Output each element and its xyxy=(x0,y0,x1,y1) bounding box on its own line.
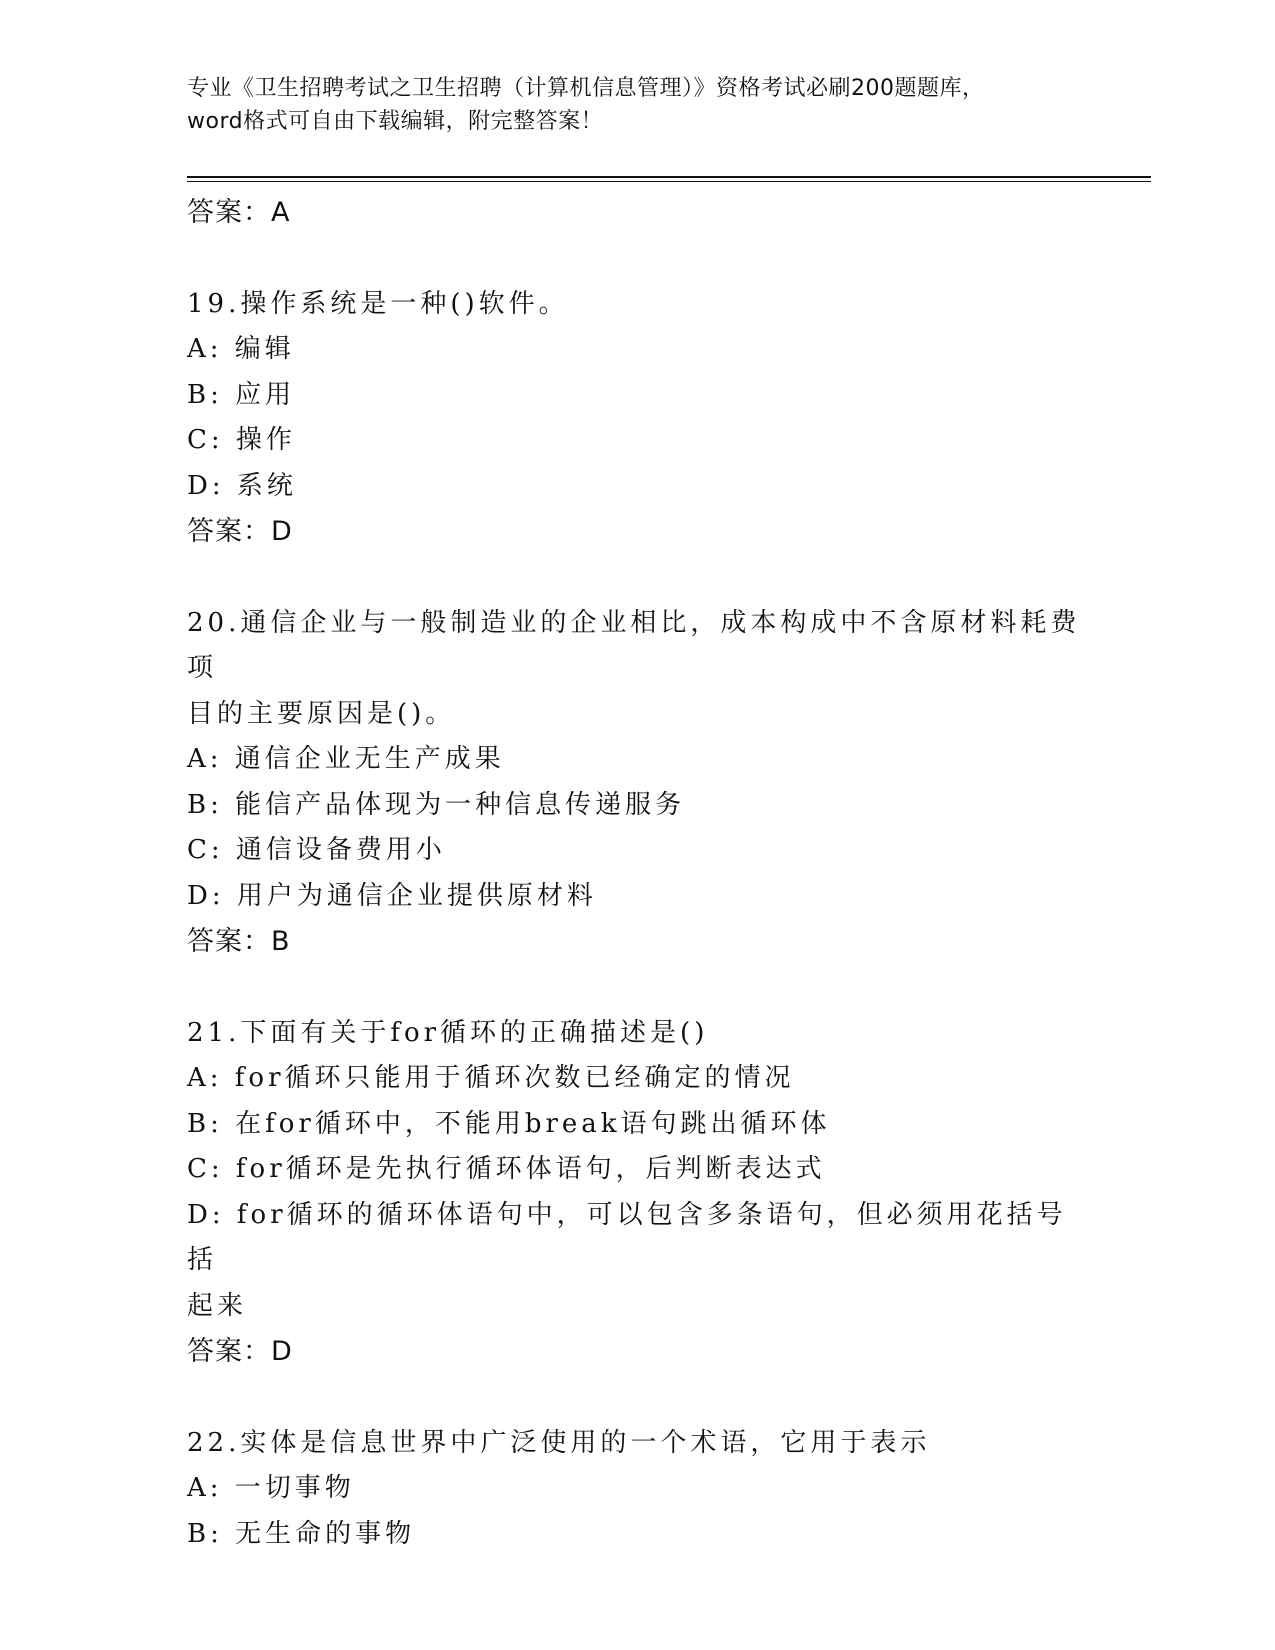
question-stem: 22.实体是信息世界中广泛使用的一个术语，它用于表示 xyxy=(187,1427,931,1458)
spacer xyxy=(187,1375,1087,1421)
answer-line: 答案：D xyxy=(187,1336,293,1367)
answer-line: 答案：A xyxy=(187,197,291,228)
answer-line: 答案：B xyxy=(187,926,291,957)
question-stem: 21.下面有关于for循环的正确描述是() xyxy=(187,1017,709,1048)
option-a: A: 编辑 xyxy=(187,334,295,364)
answer-line: 答案：D xyxy=(187,516,293,547)
spacer xyxy=(187,555,1087,601)
header-line-1: 专业《卫生招聘考试之卫生招聘（计算机信息管理）》资格考试必刷200题题库， xyxy=(187,76,985,101)
question-stem-continued: 目的主要原因是()。 xyxy=(187,698,456,729)
option-a: A: 一切事物 xyxy=(187,1473,355,1503)
question-block xyxy=(187,1421,1087,1558)
option-c: C: for循环是先执行循环体语句，后判断表达式 xyxy=(187,1154,826,1184)
spacer xyxy=(187,965,1087,1011)
header-line-2: word格式可自由下载编辑，附完整答案！ xyxy=(187,109,604,134)
document-header xyxy=(187,72,1067,138)
spacer xyxy=(187,236,1087,282)
question-block xyxy=(187,282,1087,555)
option-c: C: 操作 xyxy=(187,425,296,455)
option-b: B: 无生命的事物 xyxy=(187,1518,416,1549)
question-stem: 20.通信企业与一般制造业的企业相比，成本构成中不含原材料耗费项 xyxy=(187,607,1081,683)
question-stem: 19.操作系统是一种()软件。 xyxy=(187,288,569,319)
header-divider-thin xyxy=(187,181,1151,182)
option-d: D: 系统 xyxy=(187,470,297,501)
option-d: D: for循环的循环体语句中，可以包含多条语句，但必须用花括号括 xyxy=(187,1199,1067,1275)
option-c: C: 通信设备费用小 xyxy=(187,835,446,865)
option-a: A: for循环只能用于循环次数已经确定的情况 xyxy=(187,1063,795,1093)
option-a: A: 通信企业无生产成果 xyxy=(187,744,505,774)
option-b: B: 在for循环中，不能用break语句跳出循环体 xyxy=(187,1108,831,1139)
option-d: D: 用户为通信企业提供原材料 xyxy=(187,880,597,911)
question-block xyxy=(187,601,1087,965)
question-block xyxy=(187,1011,1087,1375)
option-b: B: 能信产品体现为一种信息传递服务 xyxy=(187,789,686,820)
question-list xyxy=(187,190,1087,1557)
option-b: B: 应用 xyxy=(187,379,296,410)
option-d-continued: 起来 xyxy=(187,1290,248,1321)
header-divider-thick xyxy=(187,176,1151,178)
